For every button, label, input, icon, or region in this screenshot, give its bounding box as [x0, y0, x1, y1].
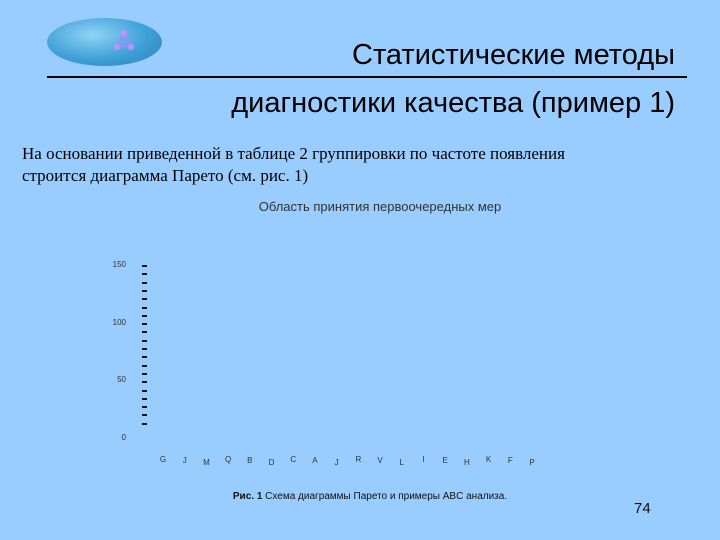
y-axis-dash: [142, 348, 147, 350]
y-tick-label: 100: [112, 317, 126, 327]
y-axis-dash: [142, 331, 147, 333]
y-axis-dash: [142, 323, 147, 325]
caption-text: Схема диаграммы Парето и примеры ABC анализа.: [265, 491, 508, 502]
x-category-label: V: [377, 456, 383, 465]
y-axis-dash: [142, 290, 147, 292]
y-axis-dash: [142, 398, 147, 400]
y-axis-dash: [142, 307, 147, 309]
x-category-label: M: [203, 458, 210, 467]
y-axis-dash: [142, 381, 147, 383]
y-axis-dash: [142, 423, 147, 425]
y-axis-dash: [142, 390, 147, 392]
y-axis-dash: [142, 273, 147, 275]
x-category-label: R: [355, 455, 362, 464]
y-axis-dash: [142, 340, 147, 342]
y-axis-dash: [142, 373, 147, 375]
y-axis-dash: [142, 406, 147, 408]
x-category-label: C: [290, 455, 297, 464]
logo: [47, 18, 162, 66]
intro-line-2: строится диаграмма Парето (см. рис. 1): [22, 166, 309, 185]
intro-paragraph: [22, 143, 692, 187]
x-category-label: H: [463, 458, 470, 467]
x-category-label: E: [442, 456, 448, 465]
y-axis-dash: [142, 365, 147, 367]
triangle-nodes-icon: [47, 18, 162, 66]
x-category-label: L: [399, 458, 404, 467]
caption-label: Рис. 1: [232, 491, 263, 502]
y-axis-dash: [142, 298, 147, 300]
y-axis-dash: [142, 265, 147, 267]
page-title-line2: диагностики качества (пример 1): [231, 87, 675, 119]
x-category-label: Q: [224, 455, 232, 464]
figure-caption: [0, 491, 720, 502]
x-category-label: A: [312, 456, 318, 465]
title-divider: [47, 76, 687, 78]
x-category-label: J: [334, 458, 339, 467]
x-category-label: G: [159, 455, 167, 464]
y-tick-label: 150: [112, 260, 126, 269]
x-category-label: I: [422, 455, 425, 464]
y-axis-dash: [142, 315, 147, 317]
x-category-label: J: [182, 456, 187, 465]
y-axis-dash: [142, 282, 147, 284]
y-tick-label: 50: [117, 375, 126, 385]
x-category-label: K: [485, 455, 492, 464]
y-axis-dash: [142, 356, 147, 358]
chart-title: Область принятия первоочередных мер: [258, 199, 502, 214]
y-tick-label: 0: [121, 433, 126, 442]
intro-line-1: На основании приведенной в таблице 2 группировки по частоте появления: [22, 144, 565, 163]
page-title-line1: Статистические методы: [352, 39, 675, 71]
x-category-label: F: [507, 456, 513, 465]
x-category-label: P: [529, 458, 535, 467]
y-axis-dash: [142, 414, 147, 416]
x-category-label: B: [247, 456, 253, 465]
x-category-label: D: [268, 458, 275, 467]
page-number: 74: [634, 500, 651, 517]
